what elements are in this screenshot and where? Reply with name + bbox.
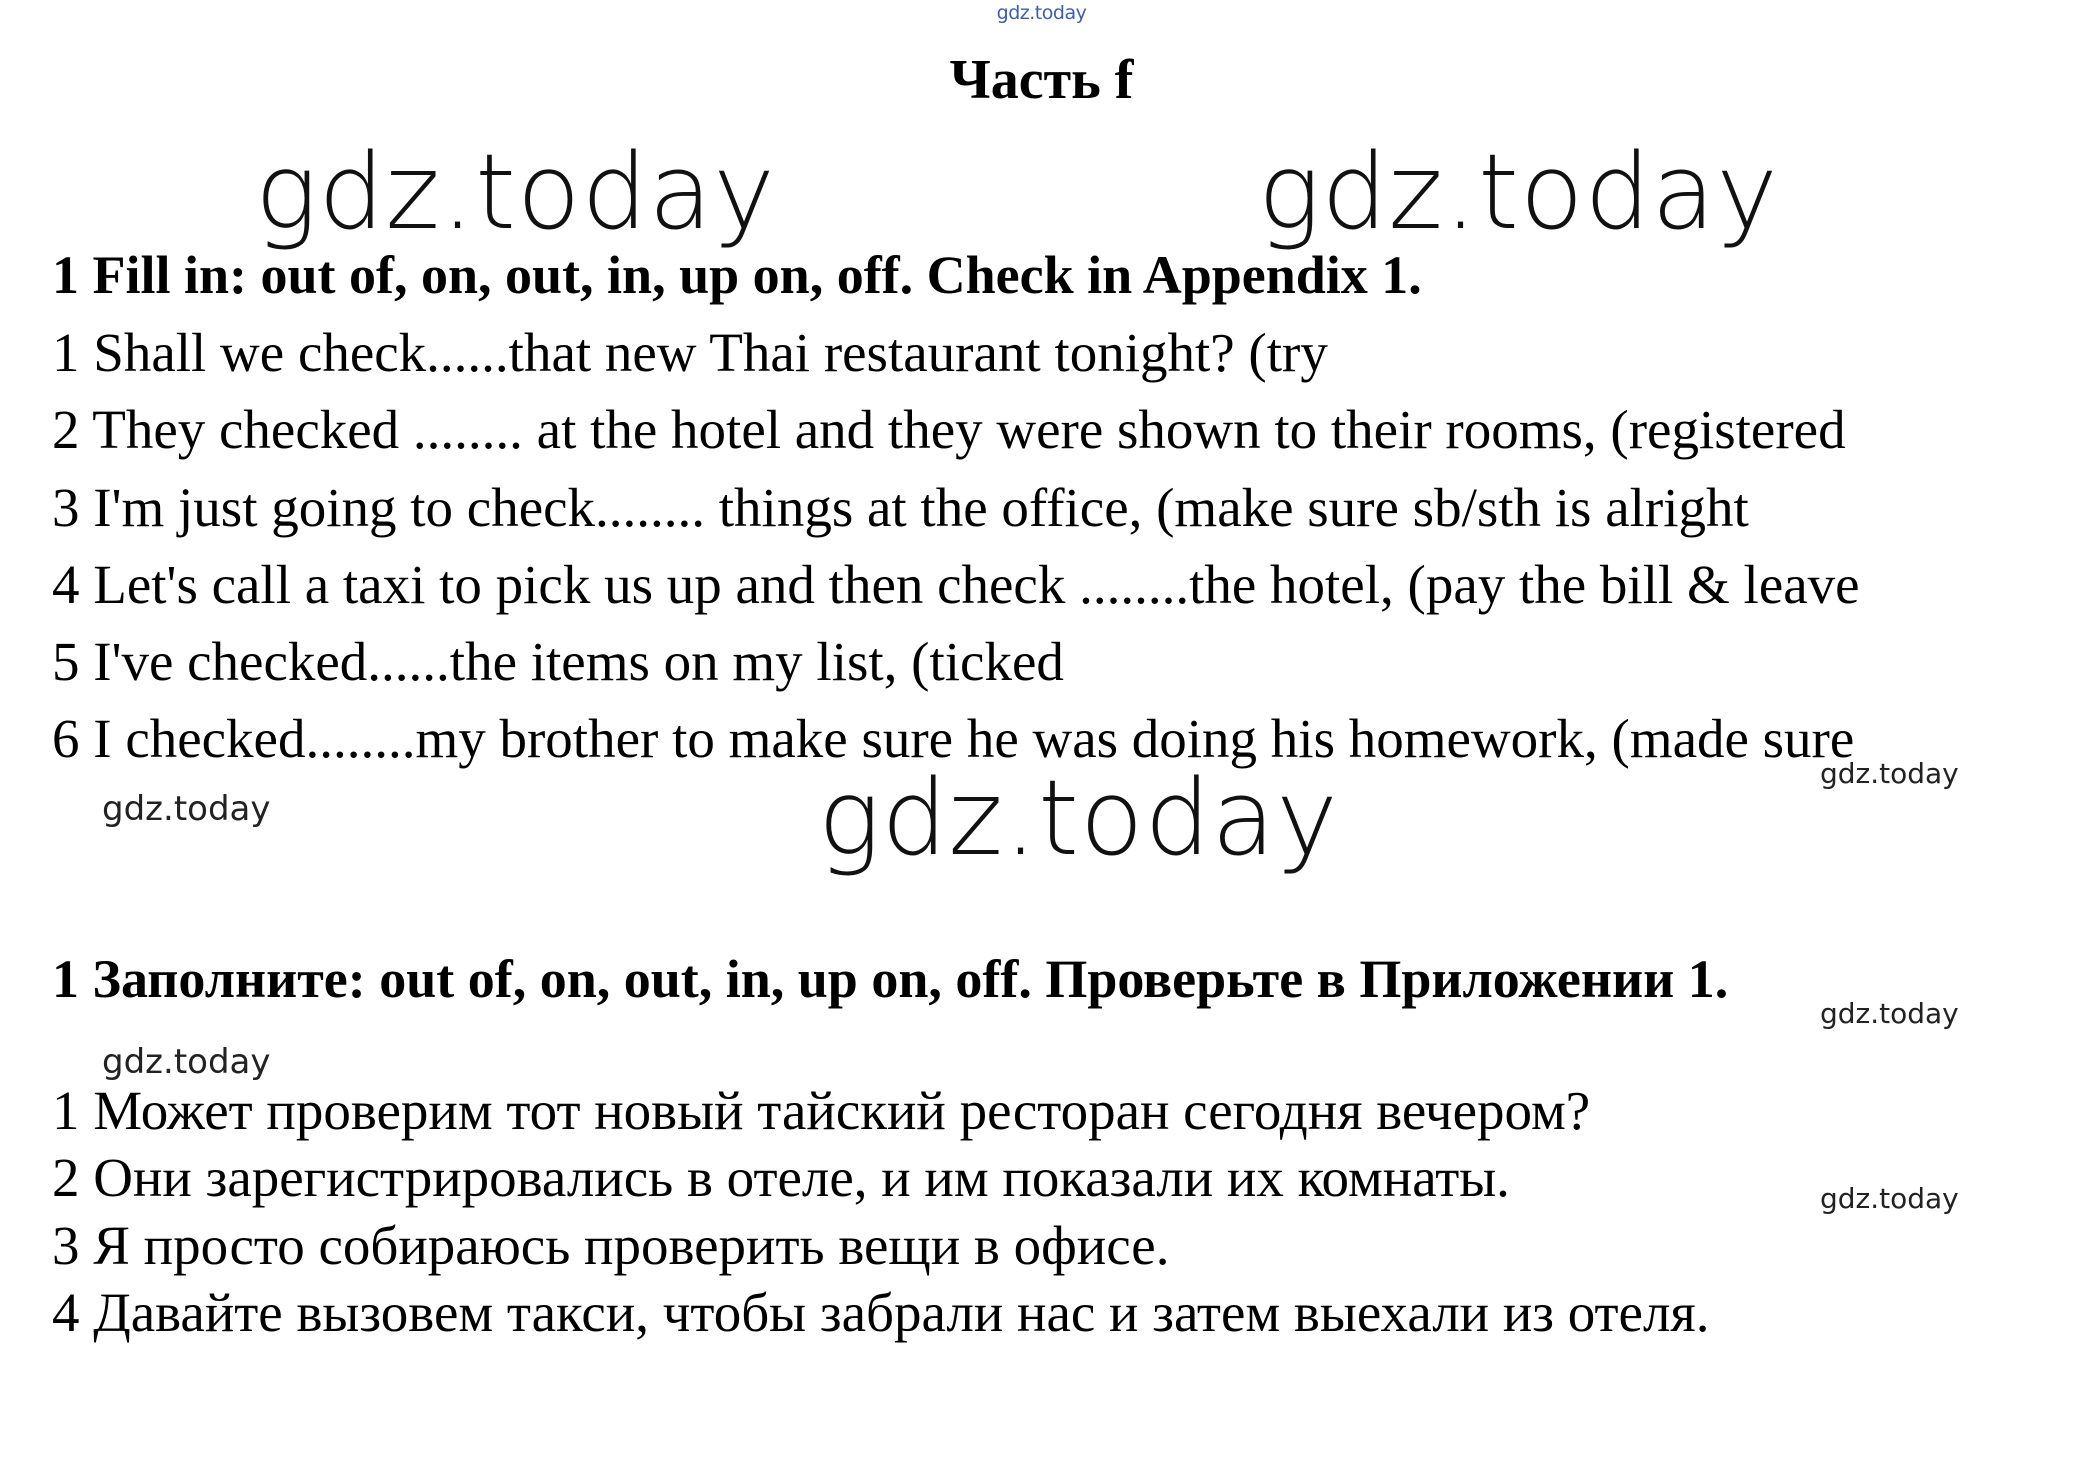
exercise-line-en: 4 Let's call a taxi to pick us up and then check ........the hotel, (pay the bill & leave (52, 554, 1860, 615)
exercise-line-en: 1 Shall we check......that new Thai restaurant tonight? (try (52, 322, 1328, 383)
exercise-line-ru: 2 Они зарегистрировались в отеле, и им показали их комнаты. (52, 1147, 1510, 1208)
top-watermark: gdz.today (996, 2, 1087, 24)
watermark-small: gdz.today (1820, 997, 1959, 1030)
watermark-large: gdz.today (255, 131, 776, 253)
exercise-line-ru: 3 Я просто собираюсь проверить вещи в офисе. (52, 1215, 1170, 1276)
watermark-small: gdz.today (1820, 1182, 1959, 1215)
exercise-line-en: 6 I checked........my brother to make sure he was doing his homework, (made sure (52, 708, 1855, 769)
watermark-large: gdz.today (1258, 131, 1779, 253)
watermark-large: gdz.today (818, 757, 1339, 879)
exercise-heading-en: 1 Fill in: out of, on, out, in, up on, off. Check in Appendix 1. (52, 245, 1422, 305)
exercise-line-ru: 1 Может проверим тот новый тайский ресторан сегодня вечером? (52, 1080, 1591, 1141)
watermark-small: gdz.today (102, 789, 271, 829)
exercise-heading-ru: 1 Заполните: out of, on, out, in, up on, off. Проверьте в Приложении 1. (52, 949, 1729, 1009)
watermark-small: gdz.today (1820, 757, 1959, 790)
watermark-small: gdz.today (102, 1042, 271, 1082)
exercise-line-en: 2 They checked ........ at the hotel and they were shown to their rooms, (registered (52, 399, 1846, 460)
page-title: Часть f (949, 49, 1134, 111)
exercise-line-en: 5 I've checked......the items on my list, (ticked (52, 631, 1064, 692)
exercise-line-ru: 4 Давайте вызовем такси, чтобы забрали нас и затем выехали из отеля. (52, 1282, 1710, 1343)
exercise-line-en: 3 I'm just going to check........ things at the office, (make sure sb/sth is alright (52, 477, 1749, 538)
